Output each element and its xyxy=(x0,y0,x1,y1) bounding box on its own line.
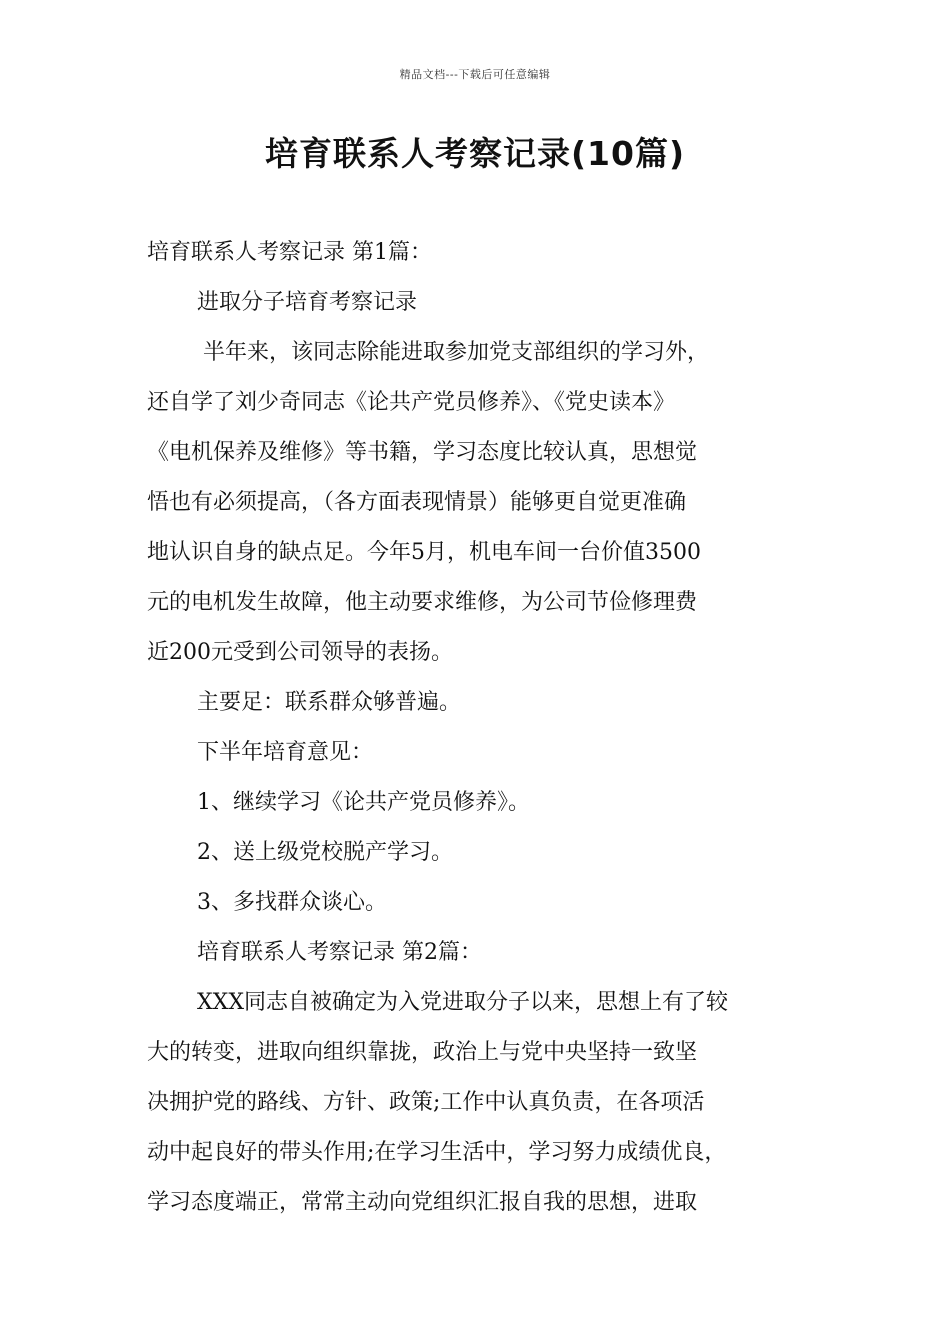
list-item: 3、多找群众谈心。 xyxy=(197,890,387,915)
document-title: 培育联系人考察记录(10篇) xyxy=(264,134,686,173)
paragraph-line: 《电机保养及维修》等书籍，学习态度比较认真，思想觉 xyxy=(147,440,698,465)
paragraph-line: 决拥护党的路线、方针、政策;工作中认真负责，在各项活 xyxy=(147,1090,705,1115)
paragraph-line: 动中起良好的带头作用;在学习生活中，学习努力成绩优良， xyxy=(147,1140,727,1165)
paragraph-line: 元的电机发生故障，他主动要求维修，为公司节俭修理费 xyxy=(147,590,698,615)
section-heading-2: 培育联系人考察记录 第2篇： xyxy=(197,940,482,965)
list-item: 2、送上级党校脱产学习。 xyxy=(197,840,453,865)
paragraph-line: 学习态度端正，常常主动向党组织汇报自我的思想，进取 xyxy=(147,1190,698,1215)
paragraph-line: 大的转变，进取向组织靠拢，政治上与党中央坚持一致坚 xyxy=(147,1040,698,1065)
paragraph-line: 半年来，该同志除能进取参加党支部组织的学习外， xyxy=(203,340,710,365)
paragraph-line: XXX同志自被确定为入党进取分子以来，思想上有了较 xyxy=(197,990,728,1015)
paragraph-line: 下半年培育意见： xyxy=(197,740,374,765)
paragraph-line: 主要足：联系群众够普遍。 xyxy=(197,690,462,715)
paragraph-line: 还自学了刘少奇同志《论共产党员修养》、《党史读本》 xyxy=(147,390,676,415)
paragraph-line: 进取分子培育考察记录 xyxy=(197,290,418,315)
document-body xyxy=(147,228,837,1228)
paragraph-line: 悟也有必须提高，（各方面表现情景）能够更自觉更准确 xyxy=(147,490,687,515)
section-heading-1: 培育联系人考察记录 第1篇： xyxy=(147,240,432,265)
header-note: 精品文档---下载后可任意编辑 xyxy=(399,68,551,81)
paragraph-line: 地认识自身的缺点足。今年5月，机电车间一台价值3500 xyxy=(147,540,701,565)
list-item: 1、继续学习《论共产党员修养》。 xyxy=(197,790,530,815)
paragraph-line: 近200元受到公司领导的表扬。 xyxy=(147,640,453,665)
